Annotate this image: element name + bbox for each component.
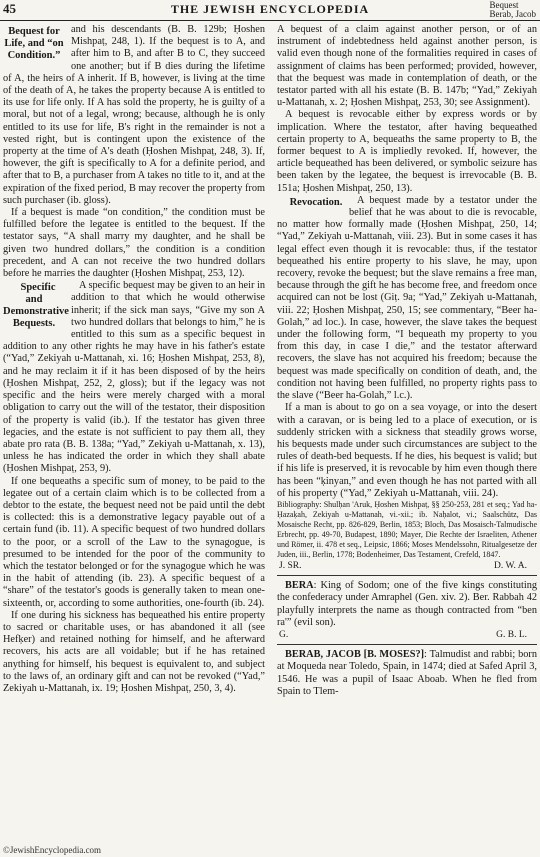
- right-paragraph-3-text: A bequest made by a testator under the belief that he was about to die is revocable, no matter how formally made (Ḥoshen Mishpaṭ, 250, 14; “Yad,” Zekiyah u-Mattanah, viii. 23). But in some cases it has legal effect even though it is revocable: thus, if the testator bequeathed his entire property to his slave, he may, upon recovery, revoke the bequest; but the slave remains a free man, because through the gift he has become free, and freedom once acquired can not be lost (Giṭ. 9a; “Yad,” Zekiyah u-Mattanah, viii. 22; Ḥoshen Mishpaṭ, 250, 15; see commentary, “Beer ha-Golah,” ad loc.). In case, however, the slave takes the bequest under the following form, “I bequeath my property to you from this day, in case I die,” and the testator afterward recovers, the slave has not acquired his freedom; because the bequest was made specifically on condition of death, and, the condition not having been fulfilled, no property rights pass to the slave (“Beer ha-Golah,” l.c.).: [277, 194, 537, 402]
- right-paragraph-4: If a man is about to go on a sea voyage, or into the desert with a caravan, or is being led to a place of execution, or is suddenly stricken with a sickness that steadily grows worse, his bequests made under such circumstances are subject to the rules of death-bed bequests. If he dies, his bequest is valid; but if his life is preserved, it is revocable by him even though there has been “ḳinyan,” and even though he has not parted with all of his property (“Yad,” Zekiyah u-Mattanah, viii. 24).: [277, 402, 537, 499]
- sidenote-revocation: Revocation.: [289, 196, 343, 208]
- running-head: [490, 1, 536, 19]
- signature-left: J. SR.: [279, 560, 302, 571]
- article-divider-2: [277, 644, 537, 645]
- signature-line-2: [277, 629, 537, 641]
- page-header: [0, 0, 540, 20]
- bibliography: Bibliography: Shulḥan 'Aruk, Ḥoshen Mishpaṭ, §§ 250-253, 281 et seq.; Yad ha-Ḥazaḳah, Zekiyah u-Mattanah, vi.-xii.; ib. Naḥalot, vi.; Saalschütz, Das Mosaische Recht, pp. 826-829, Berlin, 1853; Bloch, Das Mosaisch-Talmudische Erbrecht, pp. 49-70, Budapest, 1890; Mayer, Die Rechte der Israeliten, Athener und Römer, ii. 478 et seq., Leipsic, 1866; Moses Mendelssohn, Ritualgesetze der Juden, iii., Berlin, 1778; Bodenheimer, Das Testament, Crefeld, 1847.: [277, 499, 537, 559]
- left-paragraph-2: If a bequest is made “on condition,” the condition must be fulfilled before the legatee is entitled to the bequest. If the testator says, “A shall marry my daughter, and he shall be given two hundred dollars,” the condition is a condition precedent, and A can not receive the two hundred dollars before he marries the daughter (Ḥoshen Mishpaṭ, 253, 12).: [3, 207, 265, 280]
- sidenote-bequest-for-life: Bequest for Life, and “on Condition.”: [4, 26, 64, 61]
- bera-entry: [277, 580, 537, 629]
- left-paragraph-1: [3, 24, 265, 207]
- left-column: [3, 24, 265, 695]
- header-rule: [0, 20, 540, 21]
- signature-right: D. W. A.: [494, 560, 527, 571]
- signature-left-2: G.: [279, 629, 289, 640]
- bera-text: : King of Sodom; one of the five kings constituting the confederacy under Amraphel (Gen. xiv. 2). Ber. Rabbah 42 playfully interprets the name as though contracted from “ben ra'” (evil son).: [277, 580, 537, 628]
- right-paragraph-1: A bequest of a claim against another person, or of an instrument of indebtedness held against another person, is valid even though none of the formalities required in cases of assignment of claims has been performed; provided, however, that the bequest was made in contemplation of death, or the testator parted with all his estate (B. B. 147b; “Yad,” Zekiyah u-Mattanah, x. 2; Ḥoshen Mishpaṭ, 253, 30; see Assignment).: [277, 24, 537, 109]
- bera-headword: BERA: [285, 580, 314, 592]
- source-watermark: ©JewishEncyclopedia.com: [3, 845, 102, 855]
- page-title: THE JEWISH ENCYCLOPEDIA: [170, 2, 370, 16]
- left-paragraph-3: [3, 280, 265, 475]
- signature-line-1: [277, 560, 537, 572]
- running-head-line-2: Berab, Jacob: [489, 9, 536, 19]
- article-divider: [277, 575, 537, 576]
- signature-right-2: G. B. L.: [496, 629, 527, 640]
- left-paragraph-5: If one during his sickness has bequeathed his entire property to sacred or charitable uses, or has abandoned it all (see Hefḳer) and retained nothing for himself, and he afterward recovers, his acts are all voidable; but if he has retained anything for himself, his bequest is equivalent to, and subject to the laws of, an ordinary gift and can not be revoked (“Yad,” Zekiyah u-Mattanah, ix. 19; Ḥoshen Mishpaṭ, 250, 3, 4).: [3, 609, 265, 694]
- page-number: 45: [3, 1, 16, 16]
- sidenote-specific-bequests: Specific and Demonstrative Bequests.: [3, 282, 69, 330]
- right-paragraph-2: A bequest is revocable either by express words or by implication. Where the testator, after having bequeathed certain property to A, bequeaths the same property to B, the former bequest to A is impliedly revoked. If, however, the article bequeathed has been delivered, or symbolic seizure has been taken by the legatee, the bequest is irrevocable (B. B. 151a; Ḥoshen Mishpaṭ, 250, 13).: [277, 109, 537, 194]
- left-paragraph-1-text: and his descendants (B. B. 129b; Ḥoshen Mishpaṭ, 248, 1). If the bequest is to A, and after him to B, and after B to C, they succeed one another; but if B dies during the lifetime of A, the heirs of A inherit. If B, however, is living at the time of the death of A, he takes the property because A is entitled to its use for life only. If A has sold the property, he is guilty of a moral, but not of a legal, wrong; because, although he is only entitled to its use for life, B's right in the remainder is not a vested right, but is contingent upon the existence of the property at the time of A's death (Ḥoshen Mishpaṭ, 248, 3). If, however, the gift is specifically to A for a definite period, and after that to B, a purchaser from A takes no title to it, and at the expiration of the fixed period, B may recover the property from such purchaser (ib. gloss).: [3, 24, 265, 206]
- running-head-line-1: Bequest: [489, 0, 519, 10]
- right-column: [277, 24, 537, 698]
- right-paragraph-3: [277, 195, 537, 402]
- berab-text: : Talmudist and rabbi; born at Moqueda near Toledo, Spain, in 1474; died at Safed April 3, 1546. He was a pupil of Isaac Aboab. When he fled from Spain to Tlem-: [277, 649, 537, 697]
- left-paragraph-3-text: A specific bequest may be given to an heir in addition to that which he would otherwise inherit; if the sick man says, “Give my son A two hundred dollars that belongs to him,” he is entitled to this sum as a specific bequest in addition to any other rights he may have in his father's estate (“Yad,” Zekiyah u-Mattanah, xi. 16; Ḥoshen Mishpaṭ, 253, 8), and he may reclaim it if it has been disposed of by the heirs (Ḥoshen Mishpaṭ, 252, 2, gloss); but if the legacy was not specific and the heirs were merely charged with a moral obligation to carry out the will of the testator, their disposition of the property is valid (ib.). If the testator has given three legacies, and the estate is not sufficient to pay them all, they abate pro rata (B. B. 138a; “Yad,” Zekiyah u-Mattanah, x. 13), unless he has indicated the order in which they shall abate (Ḥoshen Mishpaṭ, 253, 9).: [3, 280, 265, 475]
- left-paragraph-4: If one bequeaths a specific sum of money, to be paid to the legatee out of a certain claim which is to be collected from a debtor to the estate, the bequest need not be paid until the debt is collected: this is a demonstrative legacy payable out of a certain fund (ib. 11). A specific bequest of two hundred dollars to the poor, or a scroll of the Law to the synagogue, is presumed to be intended for the poor of the community to which the testator belonged or for the synagogue which he was in the habit of attending (ib. 23). A specific bequest of a “share” of the testator's goods is generally taken to mean one-sixteenth, or, according to some authorities, one-fourth (ib. 24).: [3, 475, 265, 609]
- berab-headword: BERAB, JACOB [B. MOSES?]: [285, 649, 425, 661]
- berab-entry: [277, 649, 537, 698]
